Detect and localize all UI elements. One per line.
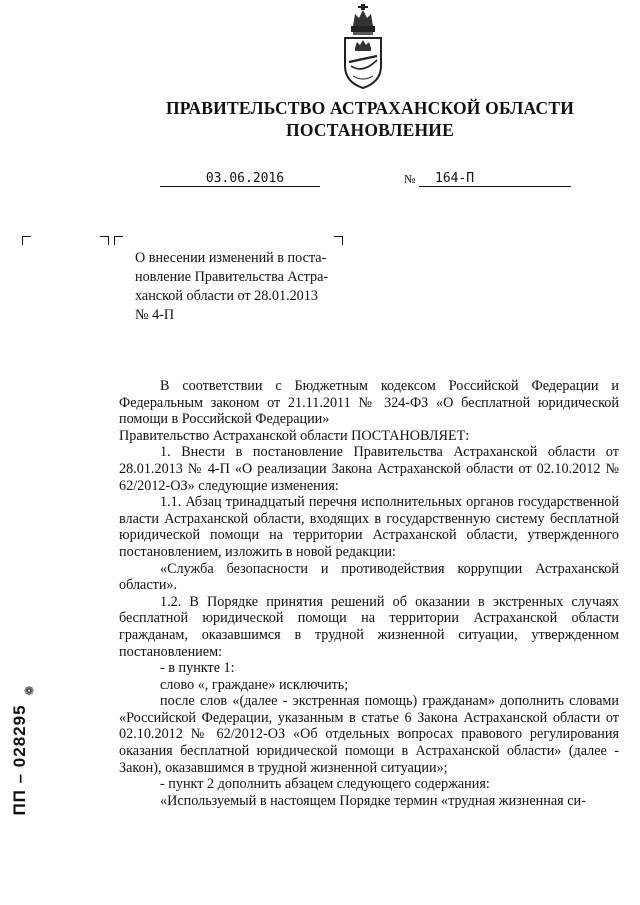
paragraph-resolves: Правительство Астраханской области ПОСТАНОВЛЯЕТ: [119,427,470,444]
paragraph-point-2: - пункт 2 дополнить абзацем следующего содержания: [160,776,490,793]
serial-number: ПП – 028295 [10,704,29,816]
paragraph-word-exclude: слово «, граждане» исключить; [160,676,349,693]
paragraph-item-1: 1. Внести в постановление Правительства Астраханской области от 28.01.2013 № 4-П «О реализации Закона Астраханской области от 02.10.2012 № 62/2012-ОЗ» следующие изменения: [119,444,619,494]
paragraph-item-1-1: 1.1. Абзац тринадцатый перечня исполнительных органов государственной власти Астраханской области, входящих в государственную систему бесплатной юридической помощи на территории Астраханской области, утвержденного постановлением, изложить в новой редакции: [119,494,619,560]
subject-line: № 4-П [135,307,175,323]
corner-bracket [22,236,31,245]
document-subject [135,249,345,325]
paragraph-after-words: после слов «(далее - экстренная помощь) гражданам» дополнить словами «Российской Федерации, указанным в статье 6 Закона Астраханской области от 02.10.2012 № 62/2012-ОЗ «Об отдельных вопросах правового регулирования оказания бесплатной юридической помощи в Астраханской области» (далее - Закон), оказавшимся в трудной жизненной ситуации»; [119,693,619,776]
subject-line: О внесении изменений в поста- [135,250,327,266]
corner-bracket [114,236,123,245]
corner-bracket [100,236,109,245]
document-number: 164-П [419,171,571,187]
paragraph-term-definition: «Используемый в настоящем Порядке термин «трудная жизненная си- [160,792,586,809]
paragraph-quote-service: «Служба безопасности и противодействия коррупции Астраханской области». [119,560,619,594]
government-title: ПРАВИТЕЛЬСТВО АСТРАХАНСКОЙ ОБЛАСТИ [165,98,575,118]
subject-line: новление Правительства Астра- [135,269,329,285]
coat-of-arms-icon [339,4,387,90]
stamp-mark-icon: ❁ [24,684,35,698]
document-date: 03.06.2016 [160,171,320,187]
number-sign: № [404,172,416,186]
paragraph-preamble: В соответствии с Бюджетным кодексом Российской Федерации и Федеральным законом от 21.11.2011 № 324-ФЗ «О бесплатной юридической помощи в Российской Федерации» [119,378,619,428]
subject-line: ханской области от 28.01.2013 [135,288,318,304]
document-type-title: ПОСТАНОВЛЕНИЕ [286,120,454,140]
document-body [119,378,619,809]
corner-bracket [334,236,343,245]
paragraph-item-1-2: 1.2. В Порядке принятия решений об оказании в экстренных случаях бесплатной юридической помощи на территории Астраханской области гражданам, оказавшимся в трудной жизненной ситуации, утвержденном постановлением: [119,593,619,660]
paragraph-point-1: - в пункте 1: [160,660,235,677]
